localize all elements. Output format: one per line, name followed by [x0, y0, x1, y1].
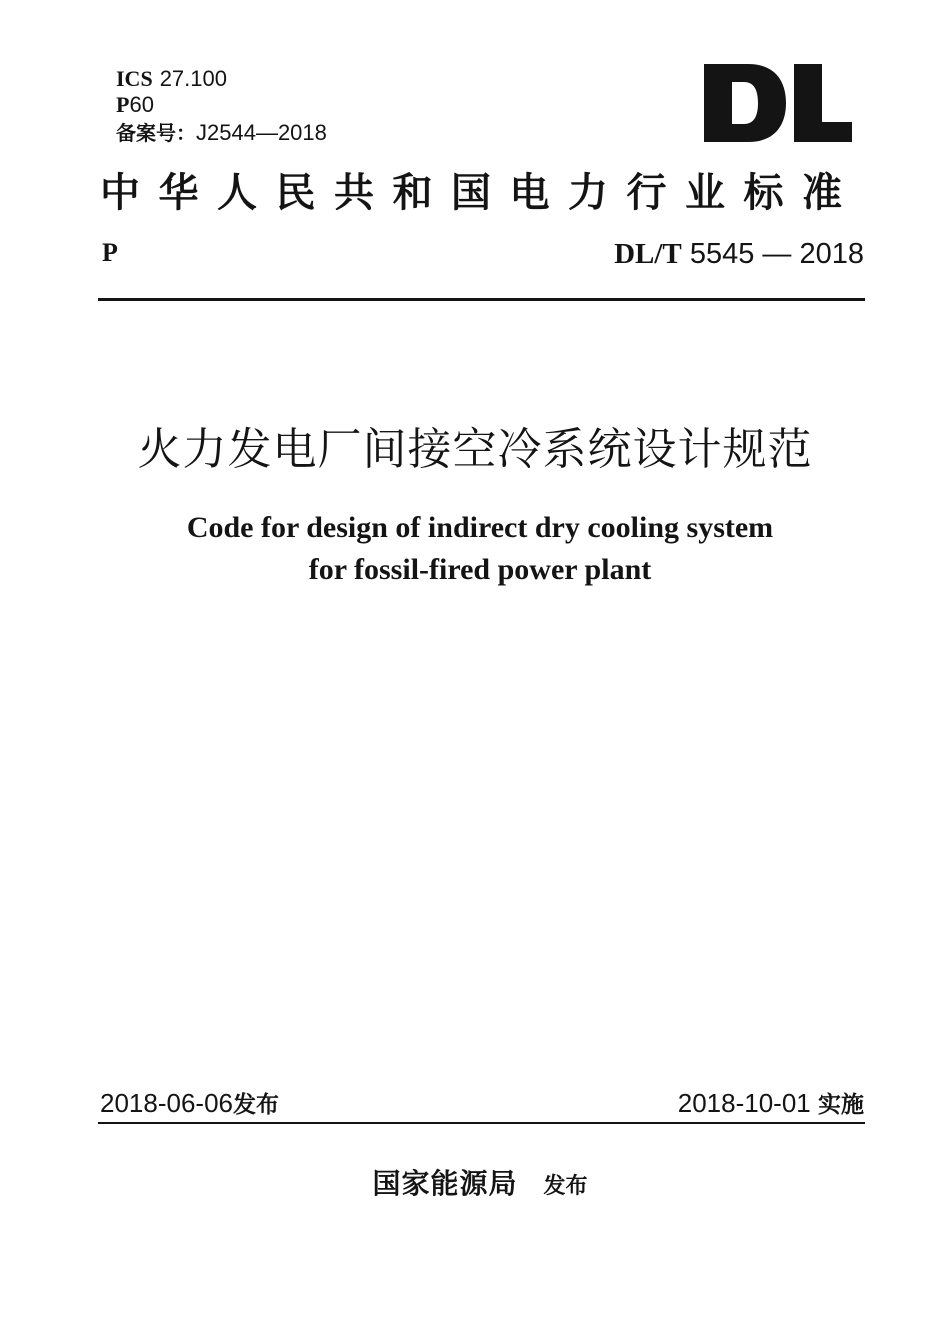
- footer-divider: [98, 1122, 865, 1124]
- standard-number-value: 5545 — 2018: [689, 238, 864, 270]
- category-letter: P: [102, 238, 118, 267]
- document-title-en-line1: Code for design of indirect dry cooling system: [186, 511, 774, 544]
- p-label: P: [116, 92, 130, 117]
- publisher-name: 国家能源局: [372, 1167, 518, 1200]
- issue-date-value: 2018-06-06: [100, 1088, 233, 1118]
- p-code: [116, 92, 154, 119]
- standard-number: [614, 236, 864, 272]
- ics-code: [116, 66, 227, 93]
- implementation-date-value: 2018-10-01: [677, 1088, 811, 1118]
- record-label: 备案号：: [116, 121, 196, 145]
- standard-category-title: 中华人民共和国电力行业标准: [100, 169, 861, 216]
- p-value: 60: [129, 92, 154, 117]
- ics-label: ICS: [116, 66, 153, 91]
- standard-prefix: DL/T: [614, 238, 682, 270]
- implementation-date: [678, 1086, 864, 1122]
- issue-date-label: 发布: [233, 1092, 279, 1118]
- dl-logo-mark: [700, 62, 856, 144]
- header-divider: [98, 298, 865, 301]
- document-title-en-line2: for fossil-fired power plant: [308, 553, 652, 586]
- record-value: J2544—2018: [196, 120, 327, 145]
- ics-value: 27.100: [159, 66, 227, 91]
- document-title-cn: 火力发电厂间接空冷系统设计规范: [137, 424, 813, 475]
- implementation-date-label: 实施: [818, 1092, 864, 1118]
- record-number: [116, 120, 327, 147]
- publisher-action: 发布: [543, 1174, 588, 1199]
- issue-date: [100, 1086, 279, 1122]
- dl-logo: [700, 62, 856, 144]
- publisher: [0, 1164, 950, 1208]
